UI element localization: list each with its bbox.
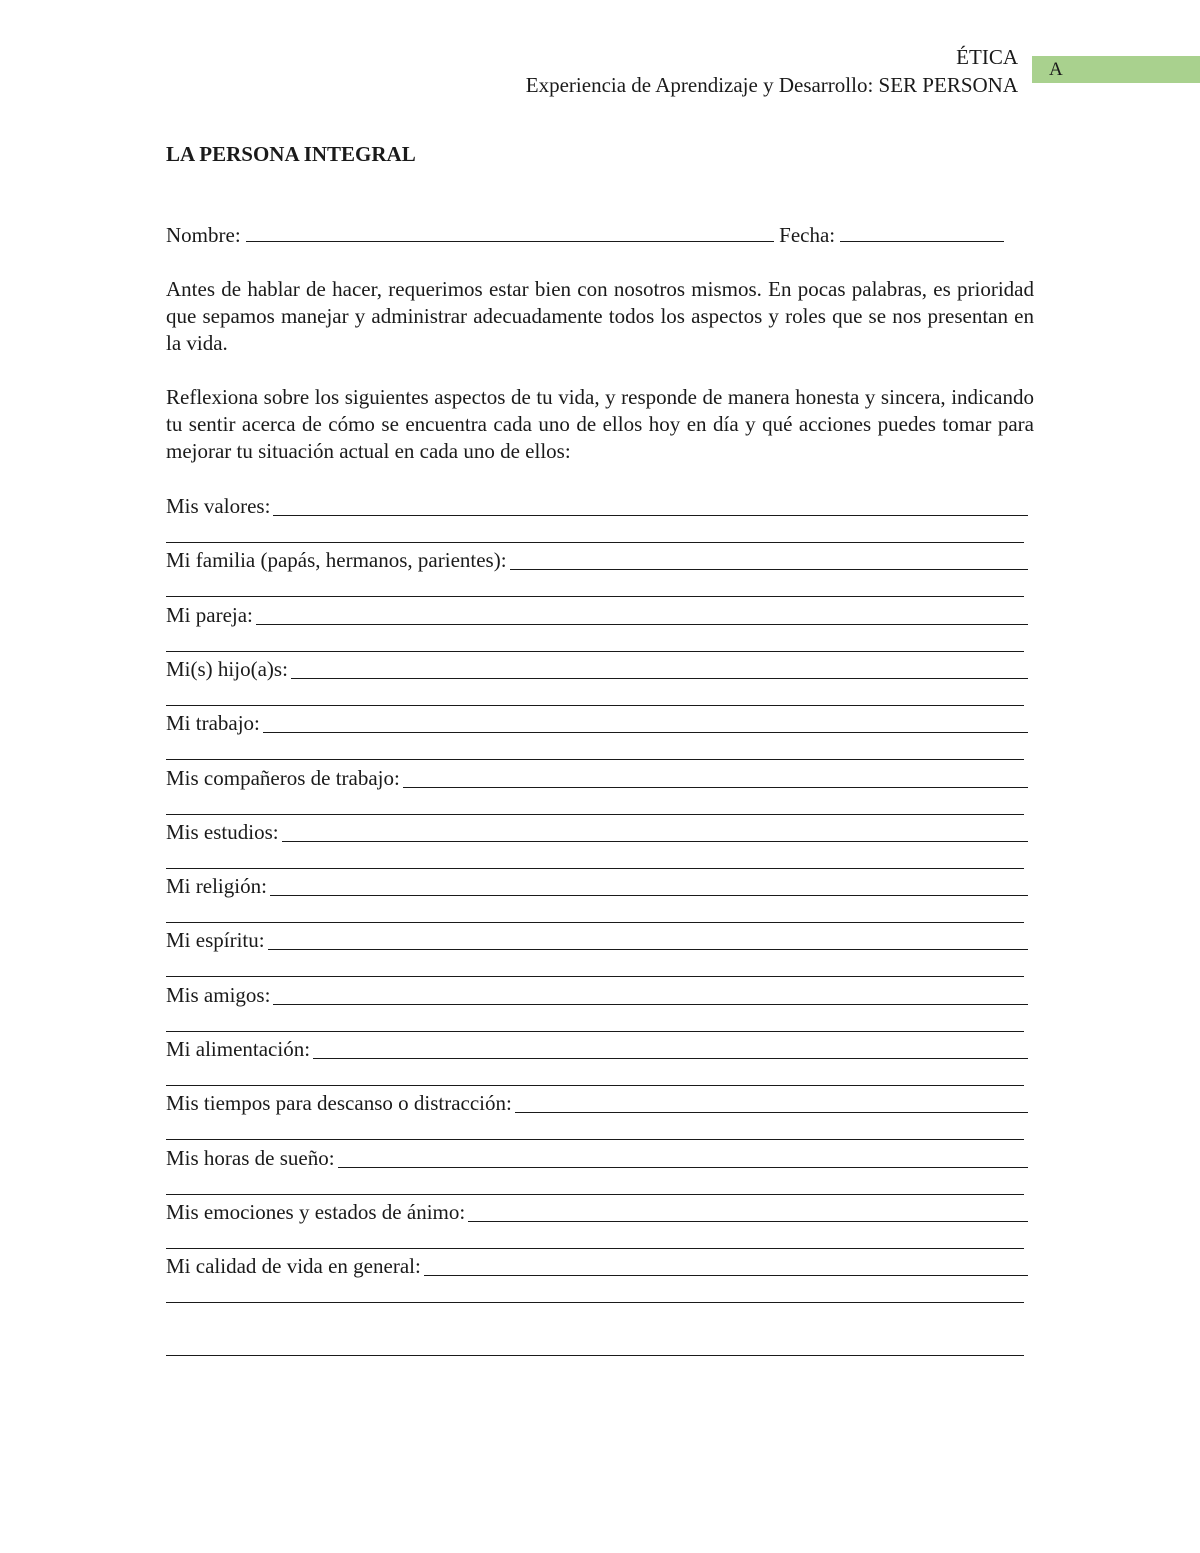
answer-line[interactable] <box>403 787 1028 788</box>
date-label: Fecha: <box>779 223 836 247</box>
field-label: Mis compañeros de trabajo: <box>166 765 400 790</box>
name-field[interactable] <box>246 223 774 242</box>
answer-line[interactable] <box>166 1194 1024 1195</box>
field-label: Mis amigos: <box>166 982 271 1007</box>
field-label: Mis valores: <box>166 494 271 518</box>
answer-line[interactable] <box>256 624 1028 625</box>
instructions-paragraph: Reflexiona sobre los siguientes aspectos de tu vida, y responde de manera honesta y sincera, indicando tu sentir acerca de cómo se encuentra cada uno de ellos hoy en día y qué acciones puedes tomar para mejorar tu situación actual en cada uno de ellos: <box>166 385 1034 463</box>
answer-line[interactable] <box>166 705 1024 706</box>
field-label: Mi trabajo: <box>166 711 260 736</box>
answer-line[interactable] <box>166 759 1024 760</box>
field-label: Mis emociones y estados de ánimo: <box>166 1199 466 1224</box>
name-date-row <box>166 221 1004 249</box>
answer-line[interactable] <box>166 651 1024 652</box>
field-label: Mi alimentación: <box>166 1037 311 1061</box>
field-label: Mi calidad de vida en general: <box>166 1254 421 1279</box>
answer-line[interactable] <box>166 1302 1024 1303</box>
answer-line[interactable] <box>166 1139 1024 1140</box>
answer-line[interactable] <box>338 1167 1028 1168</box>
answer-line[interactable] <box>166 814 1024 815</box>
field-label: Mis horas de sueño: <box>166 1145 335 1170</box>
intro-paragraph: Antes de hablar de hacer, requerimos estar bien con nosotros mismos. En pocas palabras, es prioridad que sepamos manejar y administrar adecuadamente todos los aspectos y roles que se nos presentan en la vida. <box>166 277 1034 355</box>
answer-line[interactable] <box>166 542 1024 543</box>
answer-line[interactable] <box>166 1031 1024 1032</box>
answer-line[interactable] <box>263 732 1028 733</box>
answer-line[interactable] <box>273 1004 1028 1005</box>
field-label: Mi familia (papás, hermanos, parientes): <box>166 548 507 573</box>
answer-line[interactable] <box>510 569 1028 570</box>
answer-line[interactable] <box>270 895 1028 896</box>
answer-line[interactable] <box>515 1112 1028 1113</box>
answer-line[interactable] <box>166 922 1024 923</box>
answer-line[interactable] <box>468 1221 1028 1222</box>
answer-line[interactable] <box>166 1085 1024 1086</box>
field-label: Mi religión: <box>166 874 267 899</box>
answer-line[interactable] <box>166 1248 1024 1249</box>
field-label: Mi espíritu: <box>166 928 265 953</box>
answer-line[interactable] <box>166 868 1024 869</box>
page-title: LA PERSONA INTEGRAL <box>166 142 416 166</box>
section-tab: A <box>1032 56 1200 83</box>
course-title: ÉTICA <box>956 45 1018 69</box>
answer-line[interactable] <box>424 1275 1028 1276</box>
answer-line[interactable] <box>282 841 1028 842</box>
course-subtitle: Experiencia de Aprendizaje y Desarrollo: SER PERSONA <box>525 73 1018 97</box>
date-field[interactable] <box>840 223 1004 242</box>
answer-line[interactable] <box>166 596 1024 597</box>
answer-line[interactable] <box>166 976 1024 977</box>
field-label: Mi(s) hijo(a)s: <box>166 656 288 681</box>
field-label: Mis tiempos para descanso o distracción: <box>166 1091 512 1116</box>
name-label: Nombre: <box>166 223 241 247</box>
answer-line[interactable] <box>166 1355 1024 1356</box>
answer-line[interactable] <box>268 949 1028 950</box>
field-label: Mi pareja: <box>166 602 253 627</box>
answer-line[interactable] <box>273 515 1028 516</box>
field-label: Mis estudios: <box>166 819 279 844</box>
answer-line[interactable] <box>291 678 1028 679</box>
answer-line[interactable] <box>313 1058 1028 1059</box>
